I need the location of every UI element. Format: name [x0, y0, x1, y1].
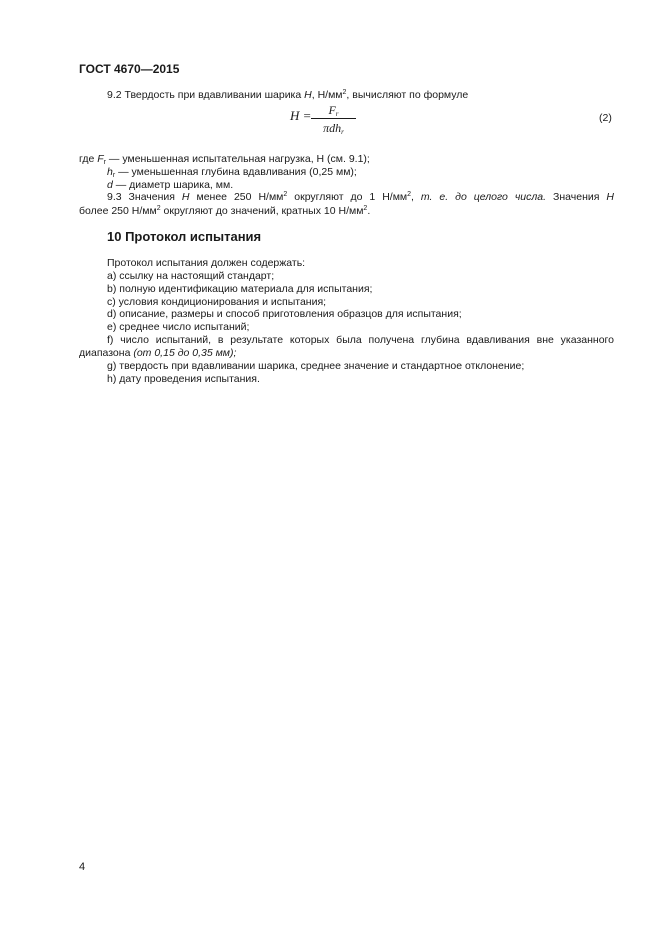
formula-fraction	[311, 103, 356, 135]
list-item-continuation: диапазона (от 0,15 до 0,35 мм);	[79, 347, 237, 359]
page-number: 4	[79, 861, 86, 873]
list-item: b) полную идентификацию материала для испытания;	[107, 283, 373, 295]
clause-9-3-line2: более 250 $Н/мм^2$ округляют до значений, кратных 10 $Н/мм^2$.	[79, 205, 371, 217]
where-fr: где $F_r$ — уменьшенная испытательная нагрузка, Н (см. 9.1);	[79, 153, 370, 166]
list-item: g) твердость при вдавливании шарика, среднее значение и стандартное отклонение;	[107, 360, 525, 372]
list-item: h) дату проведения испытания.	[107, 373, 260, 385]
protocol-intro: Протокол испытания должен содержать:	[107, 257, 306, 269]
formula-lhs: H =	[290, 108, 312, 123]
section-title: 10 Протокол испытания	[107, 229, 262, 244]
clause-9-3-line1: 9.3 Значения H менее 250 $Н/мм^2$ округляют до 1 $Н/мм^2$, т. е. до целого числа. Значения H	[107, 191, 614, 203]
clause-9-2-text: 9.2 Твердость при вдавливании шарика H, $Н/мм^2$, вычисляют по формуле	[107, 89, 469, 101]
list-item: e) среднее число испытаний;	[107, 321, 250, 333]
list-item: c) условия кондиционирования и испытания;	[107, 296, 327, 308]
where-d: d — диаметр шарика, мм.	[107, 179, 234, 191]
list-item: f) число испытаний, в результате которых была получена глубина вдавливания вне указанного	[107, 334, 614, 346]
where-hr: $h_r$ — уменьшенная глубина вдавливания (0,25 мм);	[107, 166, 357, 179]
formula-denominator: πdh$_r$	[323, 121, 344, 136]
list-item: d) описание, размеры и способ приготовления образцов для испытания;	[107, 308, 462, 320]
list-item: a) ссылку на настоящий стандарт;	[107, 270, 275, 282]
formula-number: (2)	[599, 112, 612, 124]
document-header: ГОСТ 4670—2015	[79, 62, 180, 76]
formula-numerator: $F_r$	[328, 103, 339, 118]
